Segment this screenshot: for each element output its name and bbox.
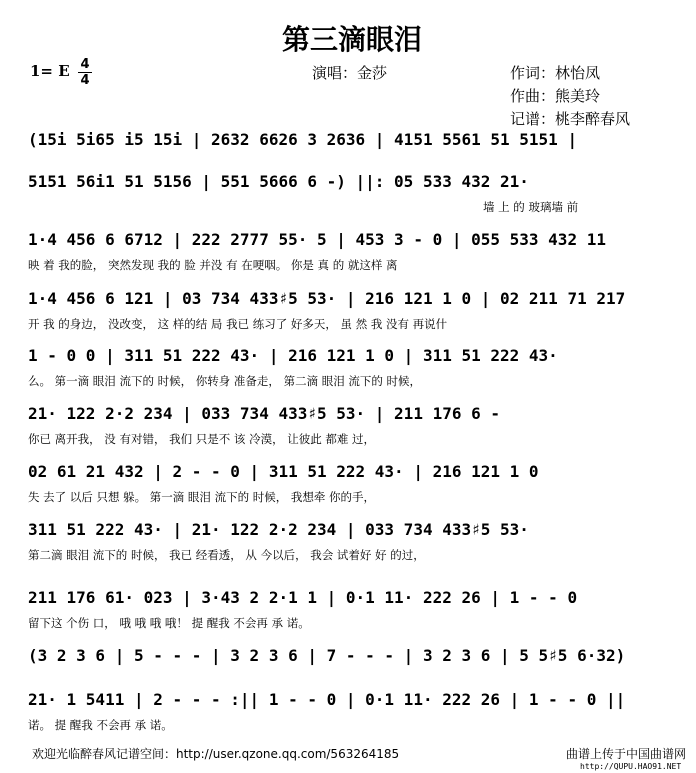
score-row-9 [28, 588, 668, 631]
score-row-1 [28, 130, 668, 149]
score-row-3 [28, 230, 668, 273]
key-signature: 1= E [30, 62, 70, 80]
lyrics-line: 第二滴 眼泪 流下的 时候， 我已 经看透， 从 今以后， 我会 试着好 好 的过， [28, 548, 425, 562]
notes-line: 211 176 61· 023 | 3·43 2 2·1 1 | 0·1 11· 222 26 | 1 - - 0 [28, 588, 578, 607]
transcriber-credit: 记谱：桃李醉春风 [510, 110, 631, 128]
lyricist-credit: 作词：林怡凤 [510, 64, 601, 82]
notes-line: 1·4 456 6 121 | 03 734 433♯5 53· | 216 121 1 0 | 02 211 71 217 [28, 289, 626, 308]
lyrics-line: 墙 上 的 玻璃墙 前 [483, 200, 579, 214]
score-row-5 [28, 346, 668, 389]
score-row-11 [28, 690, 668, 733]
lyrics-line: 诺。 提 醒我 不会再 承 诺。 [28, 718, 173, 732]
footer-credit: 欢迎光临醉春风记谱空间：http://user.qzone.qq.com/563264185 [32, 747, 400, 761]
score-row-4 [28, 289, 668, 332]
score-row-2 [28, 172, 668, 215]
page-title: 第三滴眼泪 [282, 23, 423, 56]
meter-bottom: 4 [80, 73, 90, 88]
notes-line: 1 - 0 0 | 311 51 222 43· | 216 121 1 0 | 311 51 222 43· [28, 346, 558, 365]
lyrics-line: 开 我 的身边， 没改变， 这 样的结 局 我已 练习了 好多天， 虽 然 我 没有 再说什 [28, 317, 448, 331]
lyrics-line: 映 着 我的脸， 突然发现 我的 脸 并没 有 在哽咽。 你是 真 的 就这样 离 [28, 258, 398, 272]
meter-top: 4 [80, 57, 90, 72]
time-signature [78, 58, 92, 87]
lyrics-line: 么。 第一滴 眼泪 流下的 时候， 你转身 准备走， 第二滴 眼泪 流下的 时候， [28, 374, 422, 388]
site-watermark: 曲谱上传于中国曲谱网 [566, 747, 687, 761]
notes-line: 5151 56i1 51 5156 | 551 5666 6 -) ||: 05 533 432 21· [28, 172, 529, 191]
notes-line: 21· 1 5411 | 2 - - - :|| 1 - - 0 | 0·1 11· 222 26 | 1 - - 0 || [28, 690, 626, 709]
score-row-10 [28, 646, 668, 665]
score-row-7 [28, 462, 668, 505]
score-row-6 [28, 404, 668, 447]
notes-line: 21· 122 2·2 234 | 033 734 433♯5 53· | 211 176 6 - [28, 404, 501, 423]
lyrics-line: 你已 离开我， 没 有对错， 我们 只是不 该 冷漠， 让彼此 都难 过， [28, 432, 376, 446]
composer-credit: 作曲：熊美玲 [510, 87, 601, 105]
singer-credit: 演唱：金莎 [312, 64, 388, 82]
notes-line: (3 2 3 6 | 5 - - - | 3 2 3 6 | 7 - - - | 3 2 3 6 | 5 5♯5 6·32) [28, 646, 626, 665]
score-row-8 [28, 520, 668, 563]
notes-line: 02 61 21 432 | 2 - - 0 | 311 51 222 43· | 216 121 1 0 [28, 462, 539, 481]
notes-line: 1·4 456 6 6712 | 222 2777 55· 5 | 453 3 - 0 | 055 533 432 11 [28, 230, 606, 249]
site-url: http://QUPU.HAO91.NET [580, 762, 682, 771]
notes-line: (15i 5i65 i5 15i | 2632 6626 3 2636 | 4151 5561 51 5151 | [28, 130, 578, 149]
lyrics-line: 留下这 个伤 口， 哦 哦 哦 哦！ 提 醒我 不会再 承 诺。 [28, 616, 310, 630]
notes-line: 311 51 222 43· | 21· 122 2·2 234 | 033 734 433♯5 53· [28, 520, 529, 539]
lyrics-line: 失 去了 以后 只想 躲。 第一滴 眼泪 流下的 时候， 我想牵 你的手， [28, 490, 376, 504]
